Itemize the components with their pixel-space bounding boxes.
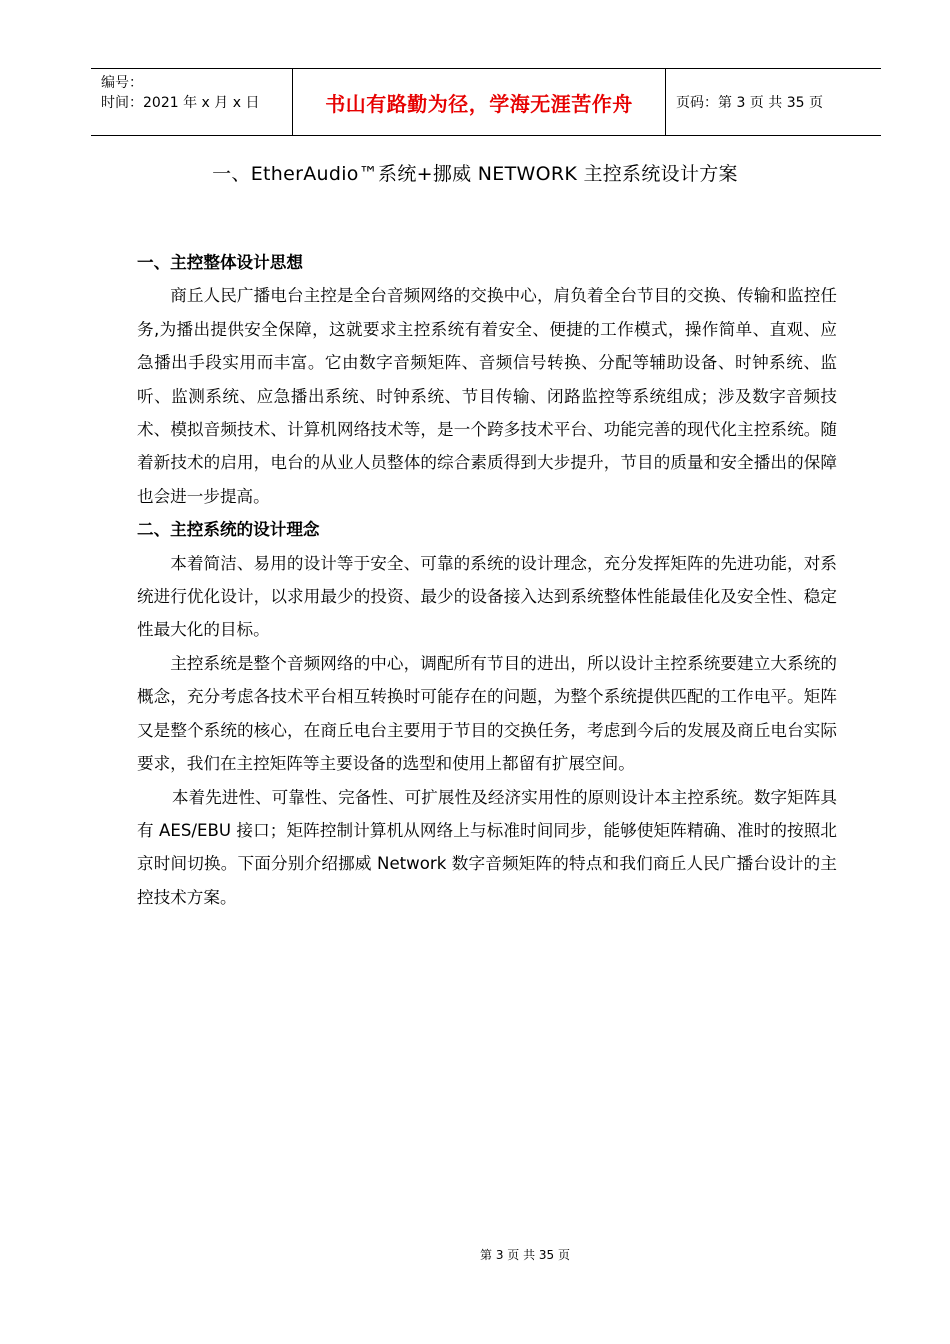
paragraph: 商丘人民广播电台主控是全台音频网络的交换中心，肩负着全台节目的交换、传输和监控任务,为播出提供安全保障，这就要求主控系统有着安全、便捷的工作模式，操作简单、直观、应急播出手段实用而丰富。它由数字音频矩阵、音频信号转换、分配等辅助设备、时钟系统、监听、监测系统、应急播出系统、时钟系统、节目传输、闭路监控等系统组成；涉及数字音频技术、模拟音频技术、计算机网络技术等，是一个跨多技术平台、功能完善的现代化主控系统。随着新技术的启用，电台的从业人员整体的综合素质得到大步提升，节目的质量和安全播出的保障也会进一步提高。: [137, 286, 837, 506]
document-body: [137, 246, 837, 914]
header-time-label: 时间：2021 年 x 月 x 日: [101, 95, 260, 111]
document-title: 一、EtherAudio™系统+挪威 NETWORK 主控系统设计方案: [212, 163, 738, 185]
header-page-info: 页码：第 3 页 共 35 页: [676, 95, 823, 111]
page-footer: 第 3 页 共 35 页: [480, 1248, 570, 1262]
section-heading-2: 二、主控系统的设计理念: [137, 520, 320, 540]
paragraph: 主控系统是整个音频网络的中心，调配所有节目的进出，所以设计主控系统要建立大系统的概念，充分考虑各技术平台相互转换时可能存在的问题，为整个系统提供匹配的工作电平。矩阵又是整个系统的核心，在商丘电台主要用于节目的交换任务，考虑到今后的发展及商丘电台实际要求，我们在主控矩阵等主要设备的选型和使用上都留有扩展空间。: [137, 653, 837, 774]
paragraph: 本着简洁、易用的设计等于安全、可靠的系统的设计理念，充分发挥矩阵的先进功能，对系统进行优化设计，以求用最少的投资、最少的设备接入达到系统整体性能最佳化及安全性、稳定性最大化的目标。: [137, 553, 837, 640]
paragraph: 本着先进性、可靠性、完备性、可扩展性及经济实用性的原则设计本主控系统。数字矩阵具有 AES/EBU 接口；矩阵控制计算机从网络上与标准时间同步，能够使矩阵精确、准时的按照北京时间切换。下面分别介绍挪威 Network 数字音频矩阵的特点和我们商丘人民广播台设计的主控技术方案。: [137, 787, 837, 907]
header-code-label: 编号：: [101, 75, 143, 91]
section-heading-1: 一、主控整体设计思想: [137, 253, 303, 272]
header-meta-cell: [91, 69, 293, 135]
header-motto: 书山有路勤为径，学海无涯苦作舟: [293, 69, 666, 135]
page-header: [91, 68, 881, 136]
